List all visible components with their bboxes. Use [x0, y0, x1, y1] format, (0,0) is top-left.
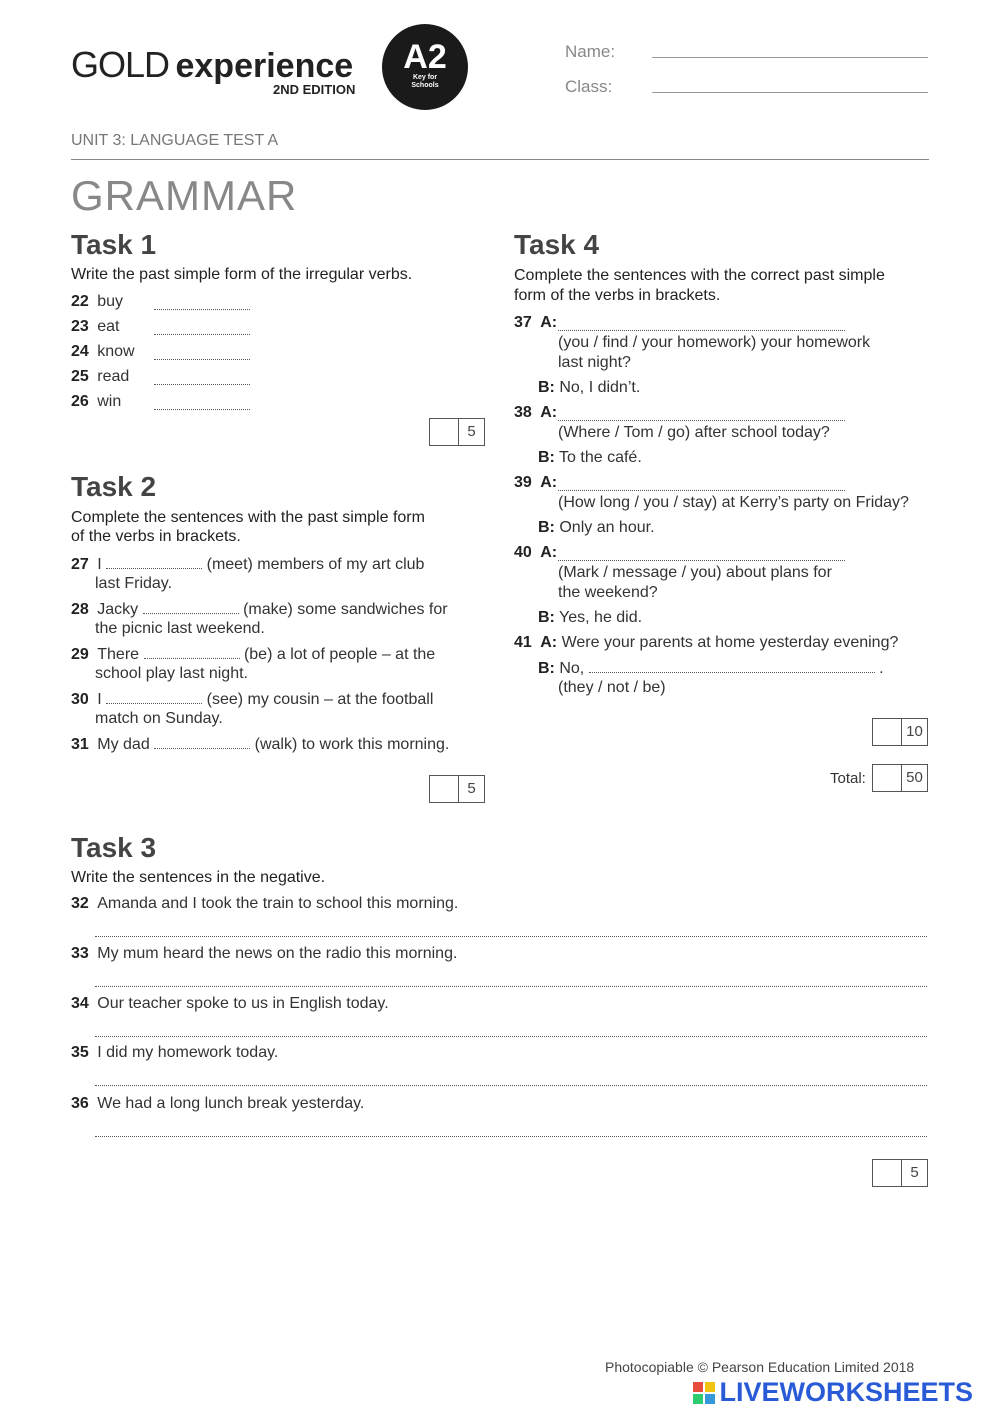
speaker-b-text: Only an hour. [559, 519, 655, 536]
answer-field[interactable] [154, 734, 250, 749]
score-input[interactable] [430, 776, 459, 802]
item-number: 41 [514, 634, 532, 651]
score-max: 5 [910, 1164, 919, 1181]
prompt-line1: (you / find / your homework) your homework [558, 334, 871, 351]
answer-field[interactable] [154, 320, 250, 335]
list-item [71, 1094, 364, 1114]
badge-sub-line1: Key for [412, 74, 438, 81]
task2-instruction-line2: of the verbs in brackets. [71, 528, 241, 545]
prompt-line2: the weekend? [558, 584, 658, 601]
item-number: 34 [71, 995, 89, 1012]
item-number: 27 [71, 556, 89, 573]
class-field[interactable] [652, 91, 928, 93]
liveworksheets-logo [693, 1377, 973, 1405]
item-number: 32 [71, 895, 89, 912]
item-word: buy [97, 293, 124, 310]
task4-title: Task 4 [514, 229, 600, 260]
speaker-a-label: A: [540, 634, 558, 651]
header-divider [71, 159, 929, 160]
item-number: 24 [71, 343, 89, 360]
answer-field[interactable] [589, 658, 875, 673]
item-number: 29 [71, 646, 89, 663]
item-word: eat [97, 318, 120, 335]
prompt-line1: (Where / Tom / go) after school today? [558, 424, 830, 441]
answer-field[interactable] [558, 406, 845, 421]
speaker-a-label: A: [540, 544, 558, 561]
item-post: (walk) to work this morning. [254, 736, 450, 753]
brand-logo [71, 44, 353, 84]
task4-instruction-line2: form of the verbs in brackets. [514, 287, 721, 304]
score-input[interactable] [873, 1160, 902, 1186]
list-item [71, 367, 129, 387]
badge-sub-line2: Schools [411, 82, 439, 89]
answer-field[interactable] [106, 554, 202, 569]
list-item [71, 689, 433, 710]
item-post: (meet) members of my art club [206, 556, 425, 573]
dialogue-item [514, 633, 898, 653]
speaker-a-label: A: [540, 474, 558, 491]
item-text: My mum heard the news on the radio this morning. [97, 945, 458, 962]
score-box [872, 718, 928, 746]
answer-field[interactable] [95, 1022, 927, 1037]
list-item [71, 317, 120, 337]
answer-field[interactable] [143, 599, 239, 614]
prompt-line1: (How long / you / stay) at Kerry’s party on Friday? [558, 494, 909, 511]
task3-instruction: Write the sentences in the negative. [71, 869, 326, 886]
task1-title: Task 1 [71, 229, 157, 260]
answer-field[interactable] [106, 689, 202, 704]
level-badge [382, 24, 468, 110]
answer-field[interactable] [95, 1122, 927, 1137]
logo-text: LIVEWORKSHEETS [719, 1377, 973, 1407]
item-line2: the picnic last weekend. [95, 620, 265, 637]
item-pre: Jacky [97, 601, 139, 618]
speaker-b-line [538, 448, 642, 468]
list-item [71, 342, 135, 362]
score-box [872, 1159, 928, 1187]
section-title: GRAMMAR [71, 172, 298, 219]
speaker-b-line [538, 658, 884, 679]
class-label: Class: [565, 77, 613, 96]
speaker-a-text: Were your parents at home yesterday evening? [561, 634, 899, 651]
item-post: (make) some sandwiches for [243, 601, 448, 618]
brand-experience: experience [175, 47, 354, 85]
score-input[interactable] [430, 419, 459, 445]
edition-label: 2ND EDITION [273, 82, 356, 97]
item-pre: I [97, 691, 102, 708]
speaker-b-line [538, 378, 640, 398]
speaker-b-label: B: [538, 379, 555, 396]
item-number: 31 [71, 736, 89, 753]
answer-field[interactable] [154, 395, 250, 410]
item-pre: My dad [97, 736, 150, 753]
dialogue-item [514, 403, 557, 423]
item-line2: last Friday. [95, 575, 173, 592]
answer-field[interactable] [154, 370, 250, 385]
logo-icon [693, 1382, 715, 1404]
total-input[interactable] [873, 765, 902, 791]
item-word: read [97, 368, 130, 385]
item-line2: match on Sunday. [95, 710, 223, 727]
list-item [71, 734, 449, 755]
answer-field[interactable] [95, 1071, 927, 1086]
task4-instruction-line1: Complete the sentences with the correct past simple [514, 267, 885, 284]
item-text: Our teacher spoke to us in English today. [97, 995, 389, 1012]
item-number: 26 [71, 393, 89, 410]
item-number: 37 [514, 314, 532, 331]
item-word: win [97, 393, 122, 410]
list-item [71, 994, 389, 1014]
item-post: (see) my cousin – at the football [206, 691, 434, 708]
speaker-b-label: B: [538, 449, 555, 466]
item-number: 33 [71, 945, 89, 962]
speaker-b-label: B: [538, 660, 555, 677]
speaker-b-text: To the café. [559, 449, 642, 466]
item-number: 25 [71, 368, 89, 385]
item-pre: I [97, 556, 102, 573]
speaker-b-line [538, 518, 655, 538]
total-box [872, 764, 928, 792]
dialogue-item [514, 473, 557, 493]
answer-field[interactable] [154, 345, 250, 360]
item-number: 28 [71, 601, 89, 618]
prompt-line1: (Mark / message / you) about plans for [558, 564, 832, 581]
list-item [71, 292, 123, 312]
list-item [71, 1043, 278, 1063]
task3-title: Task 3 [71, 832, 157, 863]
item-post: (be) a lot of people – at the [243, 646, 436, 663]
answer-field[interactable] [95, 922, 927, 937]
score-max: 10 [906, 723, 923, 740]
dialogue-item [514, 543, 557, 563]
prompt-line1: (they / not / be) [558, 679, 666, 696]
badge-level: A2 [403, 38, 447, 76]
item-number: 36 [71, 1095, 89, 1112]
item-pre: There [97, 646, 140, 663]
item-text: Amanda and I took the train to school this morning. [97, 895, 459, 912]
item-text: I did my homework today. [97, 1044, 279, 1061]
answer-field[interactable] [154, 295, 250, 310]
score-max: 5 [467, 780, 476, 797]
item-word: know [97, 343, 135, 360]
name-label: Name: [565, 42, 616, 61]
list-item [71, 392, 121, 412]
item-number: 35 [71, 1044, 89, 1061]
score-box [429, 418, 485, 446]
list-item [71, 599, 448, 620]
copyright-text: Photocopiable © Pearson Education Limited 2018 [605, 1359, 915, 1375]
task1-instruction: Write the past simple form of the irregular verbs. [71, 266, 413, 283]
unit-label: UNIT 3: LANGUAGE TEST A [71, 132, 279, 149]
speaker-b-text: Yes, he did. [559, 609, 643, 626]
answer-field[interactable] [144, 644, 240, 659]
name-field[interactable] [652, 56, 928, 58]
speaker-a-label: A: [540, 314, 558, 331]
item-number: 40 [514, 544, 532, 561]
item-text: We had a long lunch break yesterday. [97, 1095, 365, 1112]
item-line2: school play last night. [95, 665, 248, 682]
task2-instruction-line1: Complete the sentences with the past simple form [71, 509, 425, 526]
item-number: 23 [71, 318, 89, 335]
speaker-b-end: . [879, 660, 884, 677]
item-number: 39 [514, 474, 532, 491]
item-number: 22 [71, 293, 89, 310]
list-item [71, 944, 457, 964]
answer-field[interactable] [95, 972, 927, 987]
list-item [71, 554, 424, 575]
list-item [71, 894, 458, 914]
item-number: 38 [514, 404, 532, 421]
answer-field[interactable] [558, 476, 845, 491]
task2-title: Task 2 [71, 471, 157, 502]
prompt-line2: last night? [558, 354, 631, 371]
brand-gold: GOLD [71, 44, 170, 85]
speaker-b-start: No, [559, 660, 585, 677]
score-box [429, 775, 485, 803]
score-input[interactable] [873, 719, 902, 745]
total-label: Total: [830, 770, 866, 787]
speaker-b-label: B: [538, 519, 555, 536]
total-max: 50 [906, 769, 923, 786]
score-max: 5 [467, 423, 476, 440]
speaker-b-label: B: [538, 609, 555, 626]
answer-field[interactable] [558, 316, 845, 331]
dialogue-item [514, 313, 557, 333]
list-item [71, 644, 435, 665]
speaker-b-text: No, I didn’t. [559, 379, 641, 396]
answer-field[interactable] [558, 546, 845, 561]
speaker-b-line [538, 608, 642, 628]
item-number: 30 [71, 691, 89, 708]
speaker-a-label: A: [540, 404, 558, 421]
